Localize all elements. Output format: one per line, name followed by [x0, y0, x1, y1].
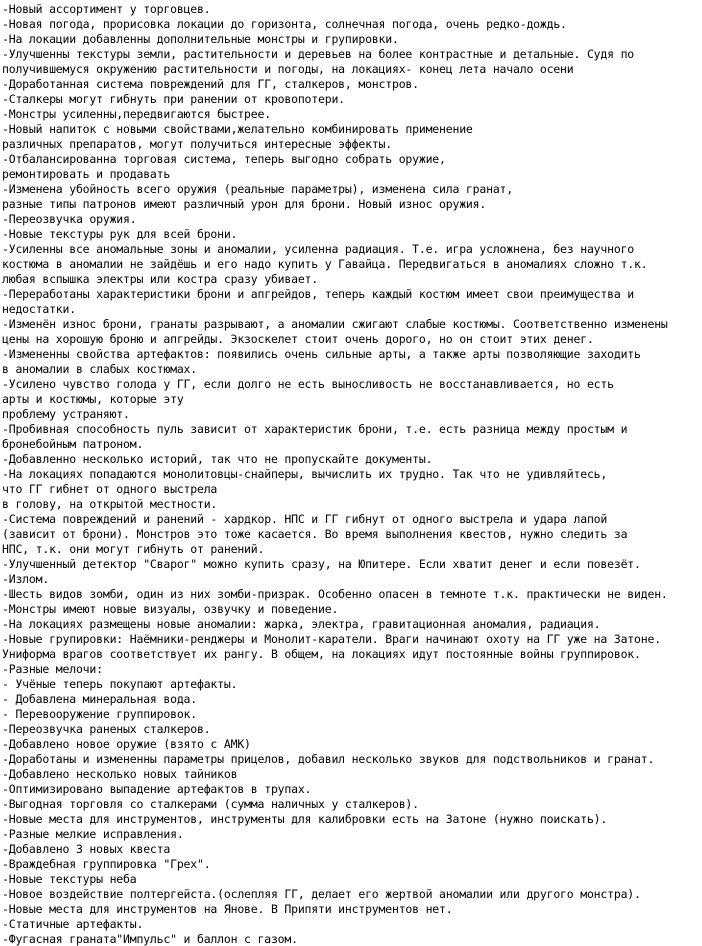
text-line: -На локациях попадаются монолитовцы-снайперы, вычислить их трудно. Так что не удивляйтесь,	[2, 467, 608, 481]
text-line: - Учёные теперь покупают артефакты.	[2, 677, 238, 691]
text-line: костюма в аномалии не зайдёшь и его надо купить у Гавайца. Передвигаться в аномалиях сложно т.к.	[2, 257, 648, 271]
text-line: -Переозвучка раненых сталкеров.	[2, 722, 211, 736]
text-line: ремонтировать и продавать	[2, 167, 171, 181]
text-line: -Отбалансированна торговая система, теперь выгодно собрать оружие,	[2, 152, 446, 166]
text-line: -Добавлено несколько новых тайников	[2, 767, 238, 781]
text-line: -Монстры усиленны,передвигаются быстрее.	[2, 107, 271, 121]
text-line: -Новое воздействие полтергейста.(ослепляя ГГ, делает его жертвой аномалии или другого монстра).	[2, 887, 641, 901]
text-line: -Новый ассортимент у торговцев.	[2, 2, 211, 16]
text-line: -Переозвучка оружия.	[2, 212, 137, 226]
text-line: (зависит от брони). Монстров это тоже касается. Во время выполнения квестов, нужно следить за	[2, 527, 628, 541]
text-line: -Шесть видов зомби, один из них зомби-призрак. Особенно опасен в темноте т.к. практически не виден.	[2, 587, 668, 601]
text-line: цены на хорошую броню и апгрейды. Экзоскелет стоит очень дорого, но он стоит этих денег.	[2, 332, 594, 346]
text-line: что ГГ гибнет от одного выстрела	[2, 482, 218, 496]
text-line: -Улучшенный детектор "Сварог" можно купить сразу, на Юпитере. Если хватит денег и если повезёт.	[2, 557, 641, 571]
text-line: -Фугасная граната"Импульс" и баллон с газом.	[2, 932, 298, 946]
text-line: -Разные мелочи:	[2, 662, 103, 676]
text-line: бронебойным патроном.	[2, 437, 144, 451]
text-line: разные типы патронов имеют различный урон для брони. Новый износ оружия.	[2, 197, 487, 211]
text-line: -Статичные артефакты.	[2, 917, 144, 931]
text-line: -Улучшенны текстуры земли, растительности и деревьев на более контрастные и детальные. Судя по	[2, 47, 635, 61]
text-line: проблему устраняют.	[2, 407, 130, 421]
text-line: -Изменён износ брони, гранаты разрывают, а аномалии сжигают слабые костюмы. Соответственно изменены	[2, 317, 668, 331]
text-line: -Добавлено новое оружие (взято с АМК)	[2, 737, 251, 751]
text-line: -На локации добавленны дополнительные монстры и групировки.	[2, 32, 399, 46]
text-line: -Излом.	[2, 572, 50, 586]
text-line: Униформа врагов соответствует их рангу. В общем, на локациях идут постоянные войны группировок.	[2, 647, 641, 661]
text-line: -Новые места для инструментов, инструменты для калибровки есть на Затоне (нужно поискать).	[2, 812, 608, 826]
text-line: -Переработаны характеристики брони и апгрейдов, теперь каждый костюм имеет свои преимущества и	[2, 287, 635, 301]
text-line: -Добавлено 3 новых квеста	[2, 842, 171, 856]
text-line: -Доработанная система повреждений для ГГ, сталкеров, монстров.	[2, 77, 419, 91]
text-line: различных препаратов, могут получиться интересные эффекты.	[2, 137, 392, 151]
text-line: -Выгодная торговля со сталкерами (сумма наличных у сталкеров).	[2, 797, 419, 811]
text-line: -Враждебная группировка "Грех".	[2, 857, 211, 871]
text-line: недостатки.	[2, 302, 76, 316]
text-line: -Оптимизировано выпадение артефактов в трупах.	[2, 782, 312, 796]
text-line: любая вспышка электры или костра сразу убивает.	[2, 272, 319, 286]
text-line: -Усилено чувство голода у ГГ, если долго не есть выносливость не восстанавливается, но есть	[2, 377, 614, 391]
text-line: -Новые групировки: Наёмники-ренджеры и Монолит-каратели. Враги начинают охоту на ГГ уже на Затоне.	[2, 632, 661, 646]
text-line: -Добавленно несколько историй, так что не пропускайте документы.	[2, 452, 433, 466]
text-line: -Доработаны и измененны параметры прицелов, добавил несколько звуков для подствольников и гранат.	[2, 752, 655, 766]
text-line: -Новая погода, прорисовка локации до горизонта, солнечная погода, очень редко-дождь.	[2, 17, 567, 31]
text-line: -Пробивная способность пуль зависит от характеристик брони, т.е. есть разница между простым и	[2, 422, 628, 436]
text-line: -Новые текстуры неба	[2, 872, 137, 886]
text-line: -На локациях размещены новые аномалии: жарка, электра, гравитационная аномалия, радиация.	[2, 617, 601, 631]
text-line: НПС, т.к. они могут гибнуть от ранений.	[2, 542, 265, 556]
text-line: - Перевооружение группировок.	[2, 707, 197, 721]
text-line: -Монстры имеют новые визуалы, озвучку и поведение.	[2, 602, 339, 616]
text-line: -Сталкеры могут гибнуть при ранении от кровопотери.	[2, 92, 345, 106]
text-line: -Новые места для инструментов на Янове. В Припяти инструментов нет.	[2, 902, 453, 916]
text-line: в аномалии в слабых костюмах.	[2, 362, 197, 376]
text-line: арты и костюмы, которые эту	[2, 392, 184, 406]
text-line: -Изменена убойность всего оружия (реальные параметры), изменена сила гранат,	[2, 182, 513, 196]
text-line: -Измененны свойства артефактов: появились очень сильные арты, а также арты позволяющие заходить	[2, 347, 641, 361]
text-line: -Система повреждений и ранений - хардкор. НПС и ГГ гибнут от одного выстрела и удара лапой	[2, 512, 608, 526]
text-line: -Усиленны все аномальные зоны и аномалии, усиленна радиация. Т.е. игра усложнена, без научного	[2, 242, 635, 256]
text-line: получившемуся окружению растительности и погоды, на локациях- конец лета начало осени	[2, 62, 574, 76]
text-line: -Новые текстуры рук для всей брони.	[2, 227, 238, 241]
text-line: -Новый напиток с новыми свойствами,желательно комбинировать применение	[2, 122, 473, 136]
text-line: в голову, на открытой местности.	[2, 497, 218, 511]
text-line: -Разные мелкие исправления.	[2, 827, 184, 841]
text-line: - Добавлена минеральная вода.	[2, 692, 197, 706]
